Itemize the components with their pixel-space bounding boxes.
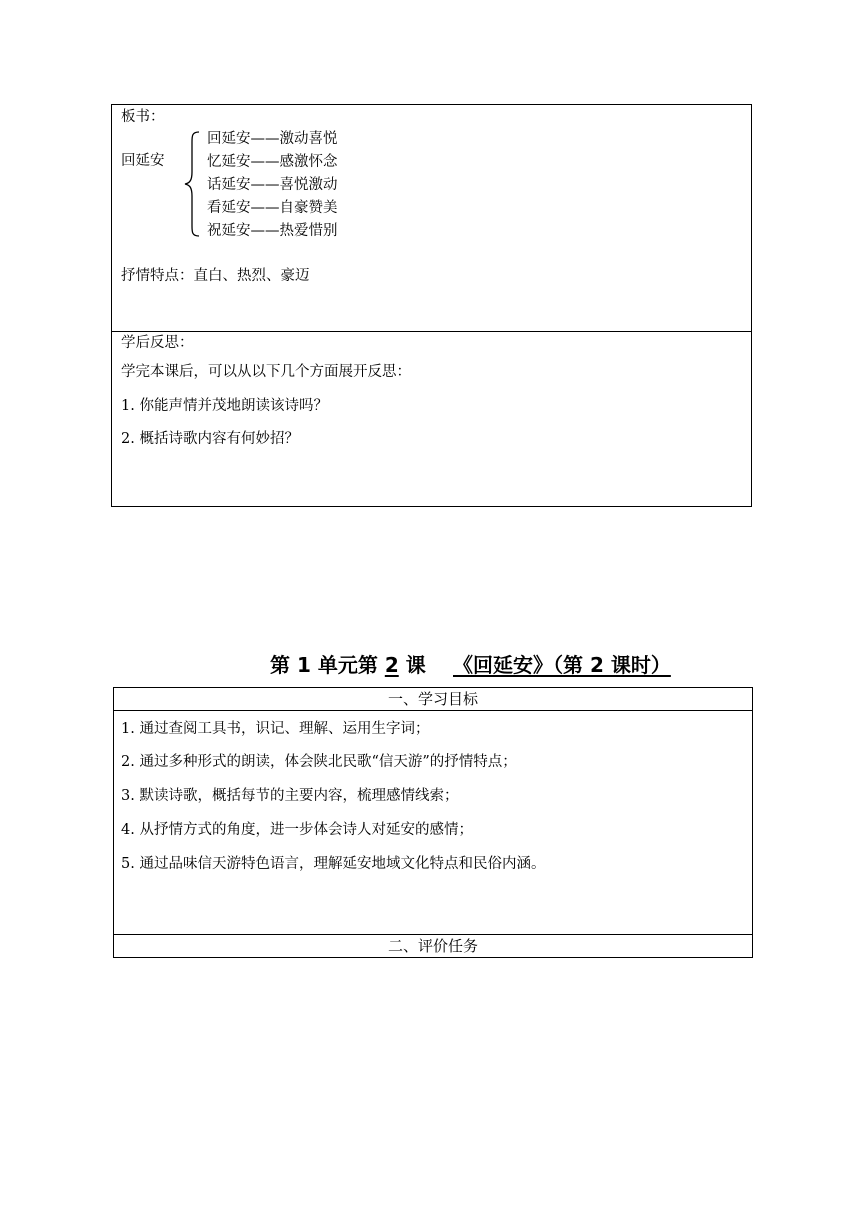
reflection-intro: 学完本课后，可以从以下几个方面展开反思： — [121, 364, 411, 380]
goal-item: 2. 通过多种形式的朗读，体会陕北民歌“信天游”的抒情特点； — [121, 754, 517, 770]
reflection-item: 2. 概括诗歌内容有何妙招？ — [121, 431, 299, 447]
lesson-title — [270, 650, 426, 680]
lesson-title-name: 《回延安》（第 2 课时） — [453, 653, 671, 677]
board-center-title: 回延安 — [121, 153, 165, 169]
goal-item: 4. 从抒情方式的角度，进一步体会诗人对延安的感情； — [121, 822, 473, 838]
row-divider — [114, 710, 752, 711]
lyric-feature: 抒情特点：直白、热烈、豪迈 — [121, 268, 310, 284]
curly-brace-icon — [183, 130, 201, 238]
board-line: 话延安——喜悦激动 — [207, 177, 338, 193]
board-line: 祝延安——热爱惜别 — [207, 223, 338, 239]
goal-item: 1. 通过查阅工具书，识记、理解、运用生字词； — [121, 721, 430, 737]
goal-item: 3. 默读诗歌，概括每节的主要内容，梳理感情线索； — [121, 788, 459, 804]
board-label: 板书： — [121, 109, 165, 125]
board-line: 忆延安——感激怀念 — [207, 154, 338, 170]
goal-item: 5. 通过品味信天游特色语言，理解延安地域文化特点和民俗内涵。 — [121, 856, 546, 872]
lesson-title-unit: 第 1 单元第 — [270, 653, 385, 677]
lesson-title-number: 2 — [384, 653, 399, 677]
reflection-item: 1. 你能声情并茂地朗读该诗吗？ — [121, 398, 328, 414]
row-divider — [112, 331, 751, 332]
board-line: 看延安——自豪赞美 — [207, 200, 338, 216]
lesson-title-ke: 课 — [398, 653, 426, 677]
board-line: 回延安——激动喜悦 — [207, 131, 338, 147]
evaluation-header: 二、评价任务 — [387, 937, 478, 955]
reflection-label: 学后反思： — [121, 335, 194, 351]
goals-header: 一、学习目标 — [387, 690, 478, 708]
